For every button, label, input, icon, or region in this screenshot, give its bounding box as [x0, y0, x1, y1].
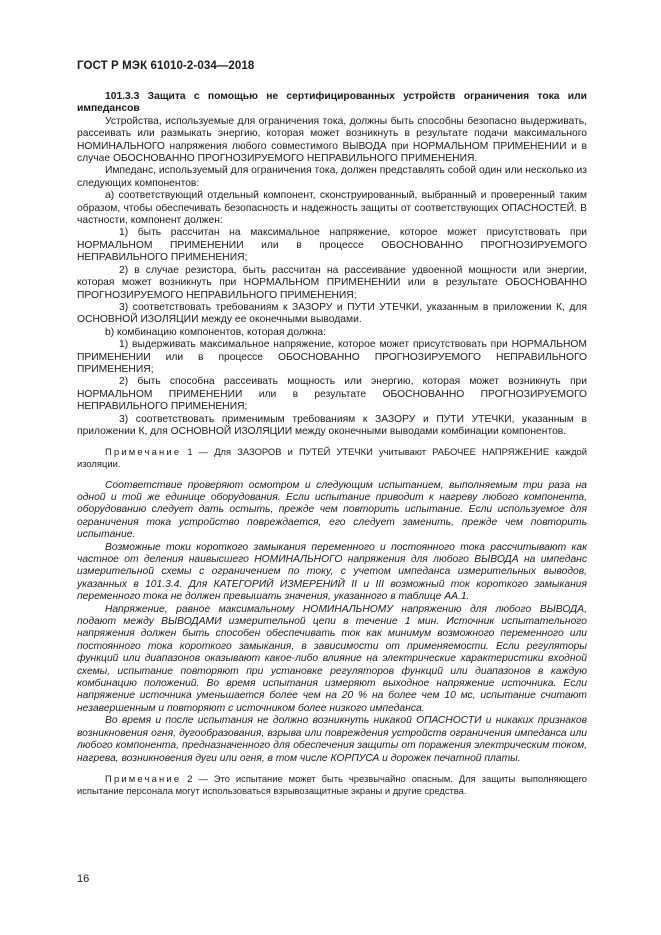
list-item-a3: 3) соответствовать требованиям к ЗАЗОРУ и ПУТИ УТЕЧКИ, указанным в приложении К, для ОСНОВНОЙ ИЗОЛЯЦИИ между ее оконечными выводами.	[77, 301, 587, 326]
compliance-paragraph: Во время и после испытания не должно возникнуть никакой ОПАСНОСТИ и никаких признаков возникновения огня, дугообразования, взрыва или повреждения устройств ограничения импеданса или любого компонента, предназначенного для обеспечения защиты от поражения электрическим током, нагрева, возникновения дуги или огня, в том числе КОРПУСА и дорожек печатной платы.	[77, 715, 587, 764]
list-item-b3: 3) соответствовать применимым требованиям к ЗАЗОРУ и ПУТИ УТЕЧКИ, указанным в приложении К, для ОСНОВНОЙ ИЗОЛЯЦИИ между оконечными выводами комбинации компонентов.	[77, 413, 587, 437]
page-number: 16	[77, 873, 90, 885]
list-item-b: b) комбинацию компонентов, которая должна:	[105, 326, 326, 338]
note-1-text: 1 — Для ЗАЗОРОВ и ПУТЕЙ УТЕЧКИ учитывают РАБОЧЕЕ НАПРЯЖЕНИЕ каждой изоляции.	[77, 446, 587, 469]
section-heading: 101.3.3 Защита с помощью не сертифицированных устройств ограничения тока или импедансов	[77, 91, 587, 115]
document-body	[77, 91, 587, 796]
paragraph: Импеданс, используемый для ограничения тока, должен представлять собой один или несколько из следующих компонентов:	[77, 165, 587, 189]
list-item-b1: 1) выдерживать максимальное напряжение, которое может присутствовать при НОРМАЛЬНОМ ПРИМЕНЕНИИ или в процессе ОБОСНОВАННО ПРОГНОЗИРУЕМОГО НЕПРАВИЛЬНОГО ПРИМЕНЕНИЯ;	[77, 339, 587, 375]
compliance-paragraph: Соответствие проверяют осмотром и следующим испытанием, выполняемым три раза на одной и той же единице оборудования. Если испытание приводит к нагреву любого компонента, оборудованию следует дать остыть, прежде чем повторить испытание. Если используемое для ограничения тока устройство повреждается, его следует заменить, прежде чем повторить испытание.	[77, 479, 587, 541]
compliance-paragraph: Возможные токи короткого замыкания переменного и постоянного тока рассчитывают как частное от деления наивысшего НОМИНАЛЬНОГО напряжения для любого ВЫВОДА на импеданс измерительной схемы с ограничением по току, с учетом импеданса измерительных выводов, указанных в 101.3.4. Для КАТЕГОРИЙ ИЗМЕРЕНИЙ II и III возможный ток короткого замыкания переменного тока не должен превышать значения, указанного в таблице АА.1.	[77, 541, 587, 603]
note-1	[77, 446, 587, 469]
note-2	[77, 773, 587, 796]
list-item-b2: 2) быть способна рассеивать мощность или энергию, которая может возникнуть при НОРМАЛЬНОМ ПРИМЕНЕНИИ или в результате ОБОСНОВАННО ПРОГНОЗИРУЕМОГО НЕПРАВИЛЬНОГО ПРИМЕНЕНИЯ;	[77, 376, 587, 413]
paragraph: Устройства, используемые для ограничения тока, должны быть способны безопасно выдерживать, рассеивать или размыкать энергию, которая может возникнуть в результате подачи максимального НОМИНАЛЬНОГО напряжения любого совместимого ВЫВОДА при НОРМАЛЬНОМ ПРИМЕНЕНИИ и в случае ОБОСНОВАННО ПРОГНОЗИРУЕМОГО НЕПРАВИЛЬНОГО ПРИМЕНЕНИЯ.	[77, 115, 587, 165]
note-2-label: Примечание	[105, 772, 182, 784]
list-item-a2: 2) в случае резистора, быть рассчитан на рассеивание удвоенной мощности или энергии, которая может возникнуть при НОРМАЛЬНОМ ПРИМЕНЕНИИ или в результате ОБОСНОВАННО ПРОГНОЗИРУЕМОГО НЕПРАВИЛЬНОГО ПРИМЕНЕНИЯ;	[77, 264, 587, 301]
list-item-a: a) соответствующий отдельный компонент, сконструированный, выбранный и проверенный таким образом, чтобы обеспечивать безопасность и надежность защиты от соответствующих ОПАСНОСТЕЙ. В частности, компонент должен:	[77, 190, 587, 227]
compliance-paragraph: Напряжение, равное максимальному НОМИНАЛЬНОМУ напряжению для любого ВЫВОДА, подают между ВЫВОДАМИ измерительной цепи в течение 1 мин. Источник испытательного напряжения должен быть способен обеспечивать ток как минимум возможного переменного или постоянного тока короткого замыкания, в зависимости от применяемости. Если регуляторы функций или диапазонов оказывают какое-либо влияние на электрические характеристики входной схемы, испытание повторяют при установке регуляторов функций или диапазонов в каждую комбинацию положений. Во время испытания измеряют выходное напряжение источника. Если напряжение источника уменьшается более чем на 20 % на более чем 10 мс, испытание считают незавершенным и повторяют с источником более низкого импеданса.	[77, 603, 587, 714]
document-code: ГОСТ Р МЭК 61010-2-034—2018	[77, 60, 255, 72]
note-1-label: Примечание	[105, 446, 182, 458]
note-2-text: 2 — Это испытание может быть чрезвычайно опасным. Для защиты выполняющего испытание персонала могут использоваться взрывозащитные экраны и другие средства.	[77, 772, 588, 796]
list-item-a1: 1) быть рассчитан на максимальное напряжение, которое может присутствовать при НОРМАЛЬНОМ ПРИМЕНЕНИИ или в процессе ОБОСНОВАННО ПРОГНОЗИРУЕМОГО НЕПРАВИЛЬНОГО ПРИМЕНЕНИЯ;	[77, 227, 587, 264]
